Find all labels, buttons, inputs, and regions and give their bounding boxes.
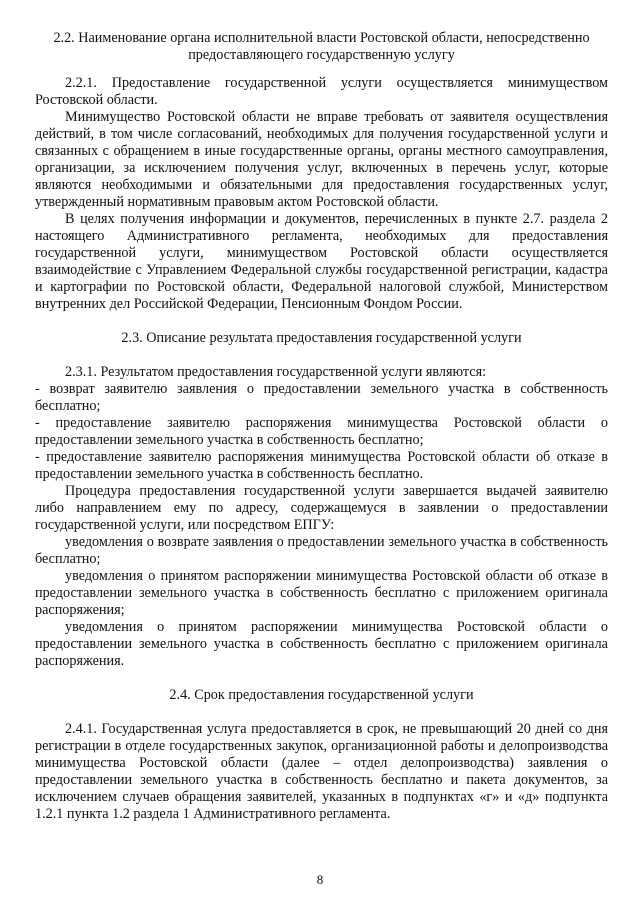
result-item-refusal: - предоставление заявителю распоряжения минимущества Ростовской области об отказе в предоставлении земельного участка в собственность бесплатно. [35, 449, 608, 482]
paragraph-no-requirements: Минимущество Ростовской области не вправе требовать от заявителя осуществления действий, в том числе согласований, необходимых для получения государственной услуги и связанных с обращением в иные государственные органы, органы местного самоуправления, организации, за исключением получения услуг, включенных в перечень услуг, которые являются необходимыми и обязательными для предоставления государственных услуг, утвержденный нормативным правовым актом Ростовской области. [35, 109, 608, 210]
paragraph-procedure: Процедура предоставления государственной услуги завершается выдачей заявителю либо направлением ему по адресу, содержащемуся в заявлении о предоставлении государственной услуги, или посредством ЕПГУ: [35, 483, 608, 533]
section-heading-2-4: 2.4. Срок предоставления государственной услуги [169, 687, 474, 703]
paragraph-2-2-1: 2.2.1. Предоставление государственной услуги осуществляется минимуществом Ростовской области. [35, 75, 608, 108]
notice-item-return: уведомления о возврате заявления о предоставлении земельного участка в собственность бесплатно; [35, 534, 608, 567]
paragraph-interaction: В целях получения информации и документов, перечисленных в пункте 2.7. раздела 2 настоящего Административного регламента, необходимых для предоставления государственной услуги, минимуществом Ростовской области осуществляется взаимодействие с Управлением Федеральной службы государственной регистрации, кадастра и картографии по Ростовской области, Федеральной налоговой службой, Министерством внутренних дел Российской Федерации, Пенсионным Фондом России. [35, 211, 608, 312]
paragraph-2-3-1: 2.3.1. Результатом предоставления государственной услуги являются: [65, 364, 487, 380]
result-item-return: - возврат заявителю заявления о предоставлении земельного участка в собственность бесплатно; [35, 381, 608, 414]
notice-item-refusal: уведомления о принятом распоряжении минимущества Ростовской области об отказе в предоставлении земельного участка в собственность бесплатно с приложением оригинала распоряжения; [35, 568, 608, 618]
section-heading-2-2: 2.2. Наименование органа исполнительной власти Ростовской области, непосредственно предоставляющего государственную услугу [53, 30, 590, 63]
page-number: 8 [316, 872, 324, 887]
section-heading-2-3: 2.3. Описание результата предоставления государственной услуги [121, 330, 522, 346]
paragraph-2-4-1: 2.4.1. Государственная услуга предоставляется в срок, не превышающий 20 дней со дня регистрации в отделе государственных закупок, организационной работы и делопроизводства минимущества Ростовской области (далее – отдел делопроизводства) заявления о предоставлении земельного участка в собственность бесплатно и пакета документов, за исключением случаев обращения заявителей, указанных в подпунктах «г» и «д» подпункта 1.2.1 пункта 1.2 раздела 1 Административного регламента. [35, 721, 608, 822]
notice-item-grant: уведомления о принятом распоряжении минимущества Ростовской области о предоставлении земельного участка в собственность бесплатно с приложением оригинала распоряжения. [35, 619, 608, 669]
result-item-grant: - предоставление заявителю распоряжения минимущества Ростовской области о предоставлении земельного участка в собственность бесплатно; [35, 415, 608, 448]
